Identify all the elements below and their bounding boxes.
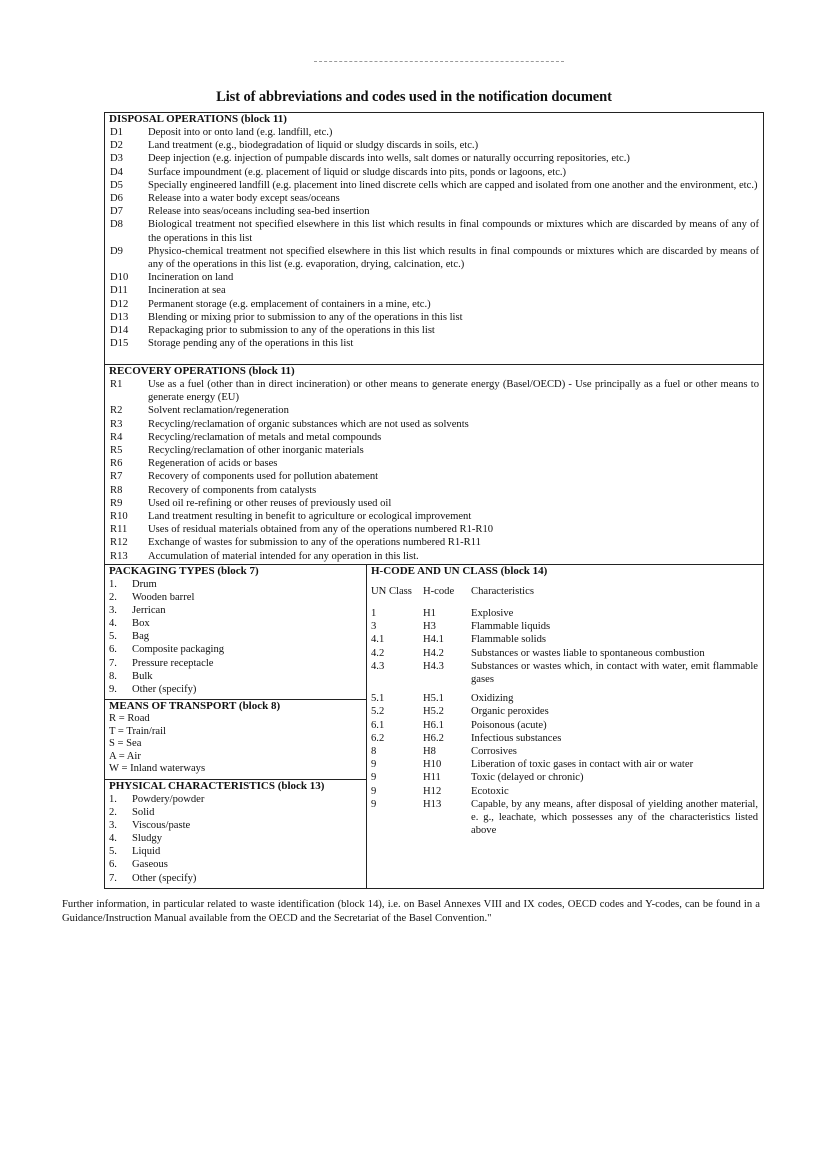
physical-item bbox=[105, 793, 366, 806]
un-class-value: 5.1 bbox=[371, 693, 385, 705]
disposal-code: D5 bbox=[110, 179, 123, 191]
disposal-row bbox=[105, 139, 763, 152]
hcode-row bbox=[367, 798, 763, 838]
physical-number: 6. bbox=[109, 859, 117, 871]
h-code-value: H4.2 bbox=[423, 647, 444, 659]
recovery-code: R7 bbox=[110, 471, 123, 483]
h-code-value: H8 bbox=[423, 746, 436, 758]
disposal-description: Release into a water body except seas/oceans bbox=[148, 193, 340, 205]
disposal-code: D7 bbox=[110, 206, 123, 218]
packaging-item bbox=[105, 643, 366, 656]
disposal-description: Blending or mixing prior to submission to any of the operations in this list bbox=[148, 311, 463, 323]
characteristic-value: Toxic (delayed or chronic) bbox=[471, 772, 584, 784]
disposal-description: Deep injection (e.g. injection of pumpable discards into wells, salt domes or naturally occurring repositories, etc.) bbox=[148, 153, 630, 165]
un-class-value: 9 bbox=[371, 798, 377, 810]
packaging-label: Box bbox=[132, 618, 150, 630]
packaging-number: 6. bbox=[109, 644, 117, 656]
disposal-row bbox=[105, 324, 763, 337]
physical-item bbox=[105, 819, 366, 832]
h-code-value: H13 bbox=[423, 798, 442, 810]
un-class-value: 6.2 bbox=[371, 732, 385, 744]
disposal-row bbox=[105, 192, 763, 205]
disposal-code: D12 bbox=[110, 298, 129, 310]
codes-table bbox=[104, 112, 764, 889]
packaging-item bbox=[105, 630, 366, 643]
packaging-number: 8. bbox=[109, 670, 117, 682]
recovery-code: R8 bbox=[110, 484, 123, 496]
recovery-code: R9 bbox=[110, 497, 123, 509]
disposal-code: D2 bbox=[110, 140, 123, 152]
packaging-label: Jerrican bbox=[132, 605, 166, 617]
transport-item: S = Sea bbox=[109, 738, 142, 750]
disposal-description: Incineration on land bbox=[148, 272, 234, 284]
characteristic-value: Capable, by any means, after disposal of yielding another material, e. g., leachate, which possesses any of the characteristics listed above bbox=[471, 798, 758, 837]
packaging-item bbox=[105, 591, 366, 604]
un-class-value: 9 bbox=[371, 759, 377, 771]
disposal-header: DISPOSAL OPERATIONS (block 11) bbox=[109, 113, 287, 125]
packaging-types-section bbox=[105, 565, 366, 700]
disposal-code: D8 bbox=[110, 219, 123, 231]
disposal-row bbox=[105, 284, 763, 297]
disposal-description: Release into seas/oceans including sea-bed insertion bbox=[148, 206, 370, 218]
hcode-row bbox=[367, 633, 763, 646]
disposal-code: D11 bbox=[110, 285, 128, 297]
disposal-description: Physico-chemical treatment not specified elsewhere in this list which results in final compounds or mixtures which are discarded by means of any of the operations in this list (e.g. evaporation, drying, calcination, etc.) bbox=[148, 245, 759, 271]
h-code-value: H3 bbox=[423, 621, 436, 633]
recovery-description: Use as a fuel (other than in direct incineration) or other means to generate energy (Basel/OECD) - Use principally as a fuel or other means to generate energy (EU) bbox=[148, 379, 759, 404]
packaging-number: 4. bbox=[109, 618, 117, 630]
means-of-transport-section bbox=[105, 700, 366, 780]
disposal-list bbox=[105, 126, 763, 350]
characteristic-value: Corrosives bbox=[471, 746, 517, 758]
packaging-item bbox=[105, 578, 366, 591]
disposal-row bbox=[105, 311, 763, 324]
scan-artifact-line bbox=[314, 61, 564, 62]
physical-header: PHYSICAL CHARACTERISTICS (block 13) bbox=[109, 780, 325, 792]
packaging-item bbox=[105, 670, 366, 683]
recovery-row bbox=[105, 550, 763, 563]
hcode-row bbox=[367, 785, 763, 798]
h-code-value: H4.3 bbox=[423, 660, 444, 672]
physical-list bbox=[105, 793, 366, 885]
recovery-header: RECOVERY OPERATIONS (block 11) bbox=[109, 365, 295, 377]
disposal-description: Deposit into or onto land (e.g. landfill, etc.) bbox=[148, 127, 333, 138]
packaging-label: Composite packaging bbox=[132, 644, 225, 656]
recovery-description: Accumulation of material intended for any operation in this list. bbox=[148, 550, 419, 562]
disposal-row bbox=[105, 337, 763, 350]
disposal-code: D3 bbox=[110, 153, 123, 165]
un-class-value: 9 bbox=[371, 772, 377, 784]
recovery-row bbox=[105, 523, 763, 536]
packaging-header: PACKAGING TYPES (block 7) bbox=[109, 565, 259, 577]
col-un-class: UN Class bbox=[371, 586, 412, 597]
recovery-row bbox=[105, 510, 763, 523]
disposal-code: D6 bbox=[110, 193, 123, 205]
disposal-description: Surface impoundment (e.g. placement of liquid or sludge discards into pits, ponds or lagoons, etc.) bbox=[148, 166, 567, 178]
physical-label: Solid bbox=[132, 807, 155, 819]
disposal-code: D9 bbox=[110, 245, 123, 257]
characteristic-value: Oxidizing bbox=[471, 693, 514, 705]
un-class-value: 4.3 bbox=[371, 660, 385, 672]
packaging-number: 5. bbox=[109, 631, 117, 643]
packaging-number: 1. bbox=[109, 579, 117, 590]
un-class-value: 5.2 bbox=[371, 706, 385, 718]
un-class-value: 4.1 bbox=[371, 634, 385, 646]
physical-item bbox=[105, 858, 366, 871]
recovery-description: Recycling/reclamation of metals and metal compounds bbox=[148, 431, 382, 443]
recovery-row bbox=[105, 431, 763, 444]
characteristic-value: Substances or wastes liable to spontaneous combustion bbox=[471, 647, 705, 659]
recovery-row bbox=[105, 470, 763, 483]
characteristic-value: Liberation of toxic gases in contact with air or water bbox=[471, 759, 694, 771]
hcode-section bbox=[367, 565, 763, 888]
recovery-description: Recycling/reclamation of organic substances which are not used as solvents bbox=[148, 418, 469, 430]
packaging-number: 3. bbox=[109, 605, 117, 617]
disposal-row bbox=[105, 218, 763, 244]
h-code-value: H4.1 bbox=[423, 634, 444, 646]
disposal-row bbox=[105, 298, 763, 311]
packaging-item bbox=[105, 617, 366, 630]
physical-number: 7. bbox=[109, 872, 117, 884]
col-characteristics: Characteristics bbox=[471, 586, 534, 597]
packaging-item bbox=[105, 604, 366, 617]
hcode-row bbox=[367, 607, 763, 620]
un-class-value: 9 bbox=[371, 785, 377, 797]
recovery-description: Solvent reclamation/regeneration bbox=[148, 405, 289, 417]
packaging-number: 2. bbox=[109, 592, 117, 604]
disposal-description: Land treatment (e.g., biodegradation of liquid or sludgy discards in soils, etc.) bbox=[148, 140, 479, 152]
physical-number: 3. bbox=[109, 820, 117, 832]
footer-note: Further information, in particular related to waste identification (block 14), i.e. on Basel Annexes VIII and IX codes, OECD codes and Y-codes, can be found in a Guidance/Instruction Manual available from the OECD and the Secretariat of the Basel Convention." bbox=[62, 899, 760, 924]
transport-item: W = Inland waterways bbox=[109, 763, 206, 775]
h-code-value: H6.1 bbox=[423, 719, 444, 731]
hcode-group-2 bbox=[367, 692, 763, 837]
characteristic-value: Flammable solids bbox=[471, 634, 547, 646]
disposal-row bbox=[105, 152, 763, 165]
recovery-row bbox=[105, 457, 763, 470]
characteristic-value: Substances or wastes which, in contact with water, emit flammable gases bbox=[471, 660, 758, 686]
physical-number: 2. bbox=[109, 807, 117, 819]
h-code-value: H12 bbox=[423, 785, 442, 797]
transport-item: T = Train/rail bbox=[109, 725, 166, 737]
characteristic-value: Organic peroxides bbox=[471, 706, 549, 718]
disposal-description: Incineration at sea bbox=[148, 285, 226, 297]
recovery-row bbox=[105, 536, 763, 549]
disposal-description: Specially engineered landfill (e.g. placement into lined discrete cells which are capped and isolated from one another and the environment, etc.) bbox=[148, 179, 758, 191]
recovery-description: Uses of residual materials obtained from any of the operations numbered R1-R10 bbox=[148, 524, 494, 536]
disposal-code: D10 bbox=[110, 272, 129, 284]
un-class-value: 6.1 bbox=[371, 719, 385, 731]
packaging-list bbox=[105, 578, 366, 696]
disposal-description: Repackaging prior to submission to any of the operations in this list bbox=[148, 325, 435, 337]
disposal-description: Biological treatment not specified elsewhere in this list which results in final compounds or mixtures which are discarded by means of any of the operations in this list bbox=[148, 219, 759, 244]
packaging-label: Bag bbox=[132, 631, 150, 643]
recovery-code: R5 bbox=[110, 445, 123, 457]
disposal-code: D1 bbox=[110, 127, 123, 138]
packaging-label: Bulk bbox=[132, 670, 153, 682]
packaging-label: Drum bbox=[132, 579, 157, 590]
physical-label: Powdery/powder bbox=[132, 794, 205, 805]
packaging-item bbox=[105, 657, 366, 670]
hcode-column-headers bbox=[367, 585, 763, 598]
recovery-description: Used oil re-refining or other reuses of previously used oil bbox=[148, 497, 392, 509]
left-column bbox=[105, 565, 367, 888]
physical-label: Sludgy bbox=[132, 833, 163, 845]
hcode-group-1 bbox=[367, 607, 763, 686]
recovery-code: R11 bbox=[110, 524, 128, 536]
packaging-number: 9. bbox=[109, 683, 117, 695]
disposal-row bbox=[105, 271, 763, 284]
packaging-item bbox=[105, 683, 366, 696]
disposal-row bbox=[105, 245, 763, 271]
recovery-code: R1 bbox=[110, 379, 123, 390]
recovery-list bbox=[105, 378, 763, 563]
physical-label: Gaseous bbox=[132, 859, 168, 871]
hcode-header: H-CODE AND UN CLASS (block 14) bbox=[371, 565, 548, 577]
hcode-row bbox=[367, 660, 763, 686]
recovery-code: R4 bbox=[110, 431, 123, 443]
characteristic-value: Infectious substances bbox=[471, 732, 562, 744]
disposal-operations-section bbox=[105, 113, 763, 365]
disposal-code: D4 bbox=[110, 166, 123, 178]
hcode-row bbox=[367, 705, 763, 718]
recovery-description: Recycling/reclamation of other inorganic materials bbox=[148, 445, 364, 457]
hcode-row bbox=[367, 719, 763, 732]
characteristic-value: Flammable liquids bbox=[471, 621, 551, 633]
un-class-value: 1 bbox=[371, 608, 377, 619]
h-code-value: H10 bbox=[423, 759, 442, 771]
un-class-value: 3 bbox=[371, 621, 377, 633]
disposal-row bbox=[105, 205, 763, 218]
hcode-row bbox=[367, 745, 763, 758]
hcode-row bbox=[367, 647, 763, 660]
physical-label: Viscous/paste bbox=[132, 820, 191, 832]
recovery-description: Recovery of components from catalysts bbox=[148, 484, 317, 496]
page-title: List of abbreviations and codes used in the notification document bbox=[216, 89, 612, 105]
physical-item bbox=[105, 872, 366, 885]
packaging-label: Pressure receptacle bbox=[132, 657, 214, 669]
physical-characteristics-section bbox=[105, 780, 366, 888]
disposal-code: D15 bbox=[110, 338, 129, 350]
recovery-row bbox=[105, 497, 763, 510]
recovery-code: R10 bbox=[110, 511, 128, 523]
physical-label: Liquid bbox=[132, 846, 161, 858]
recovery-code: R6 bbox=[110, 458, 123, 470]
recovery-operations-section bbox=[105, 365, 763, 565]
physical-number: 5. bbox=[109, 846, 117, 858]
recovery-row bbox=[105, 418, 763, 431]
recovery-description: Land treatment resulting in benefit to agriculture or ecological improvement bbox=[148, 511, 472, 523]
packaging-label: Wooden barrel bbox=[132, 592, 195, 604]
transport-header: MEANS OF TRANSPORT (block 8) bbox=[109, 700, 281, 712]
physical-item bbox=[105, 845, 366, 858]
h-code-value: H5.2 bbox=[423, 706, 444, 718]
characteristic-value: Explosive bbox=[471, 608, 514, 619]
characteristic-value: Poisonous (acute) bbox=[471, 719, 547, 731]
hcode-row bbox=[367, 692, 763, 705]
disposal-code: D14 bbox=[110, 325, 129, 337]
recovery-code: R3 bbox=[110, 418, 123, 430]
un-class-value: 4.2 bbox=[371, 647, 385, 659]
lower-section bbox=[105, 565, 763, 888]
recovery-code: R2 bbox=[110, 405, 123, 417]
col-h-code: H-code bbox=[423, 586, 455, 597]
recovery-description: Regeneration of acids or bases bbox=[148, 458, 278, 470]
recovery-code: R13 bbox=[110, 550, 128, 562]
un-class-value: 8 bbox=[371, 746, 377, 758]
packaging-number: 7. bbox=[109, 657, 117, 669]
physical-item bbox=[105, 832, 366, 845]
disposal-description: Storage pending any of the operations in this list bbox=[148, 338, 354, 350]
characteristic-value: Ecotoxic bbox=[471, 785, 509, 797]
packaging-label: Other (specify) bbox=[132, 683, 197, 695]
hcode-row bbox=[367, 732, 763, 745]
h-code-value: H6.2 bbox=[423, 732, 444, 744]
disposal-description: Permanent storage (e.g. emplacement of containers in a mine, etc.) bbox=[148, 298, 431, 310]
recovery-code: R12 bbox=[110, 537, 128, 549]
physical-item bbox=[105, 806, 366, 819]
recovery-row bbox=[105, 378, 763, 404]
disposal-row bbox=[105, 126, 763, 139]
transport-item: A = Air bbox=[109, 750, 141, 762]
recovery-description: Recovery of components used for pollution abatement bbox=[148, 471, 379, 483]
hcode-row bbox=[367, 758, 763, 771]
physical-number: 4. bbox=[109, 833, 117, 845]
disposal-row bbox=[105, 166, 763, 179]
h-code-value: H1 bbox=[423, 608, 436, 619]
recovery-row bbox=[105, 444, 763, 457]
transport-item: R = Road bbox=[109, 713, 150, 724]
hcode-row bbox=[367, 771, 763, 784]
hcode-row bbox=[367, 620, 763, 633]
recovery-description: Exchange of wastes for submission to any of the operations numbered R1-R11 bbox=[148, 537, 481, 549]
disposal-code: D13 bbox=[110, 311, 129, 323]
h-code-value: H5.1 bbox=[423, 693, 444, 705]
disposal-row bbox=[105, 179, 763, 192]
h-code-value: H11 bbox=[423, 772, 441, 784]
recovery-row bbox=[105, 404, 763, 417]
transport-list bbox=[105, 713, 366, 776]
recovery-row bbox=[105, 484, 763, 497]
physical-number: 1. bbox=[109, 794, 117, 805]
physical-label: Other (specify) bbox=[132, 872, 197, 884]
